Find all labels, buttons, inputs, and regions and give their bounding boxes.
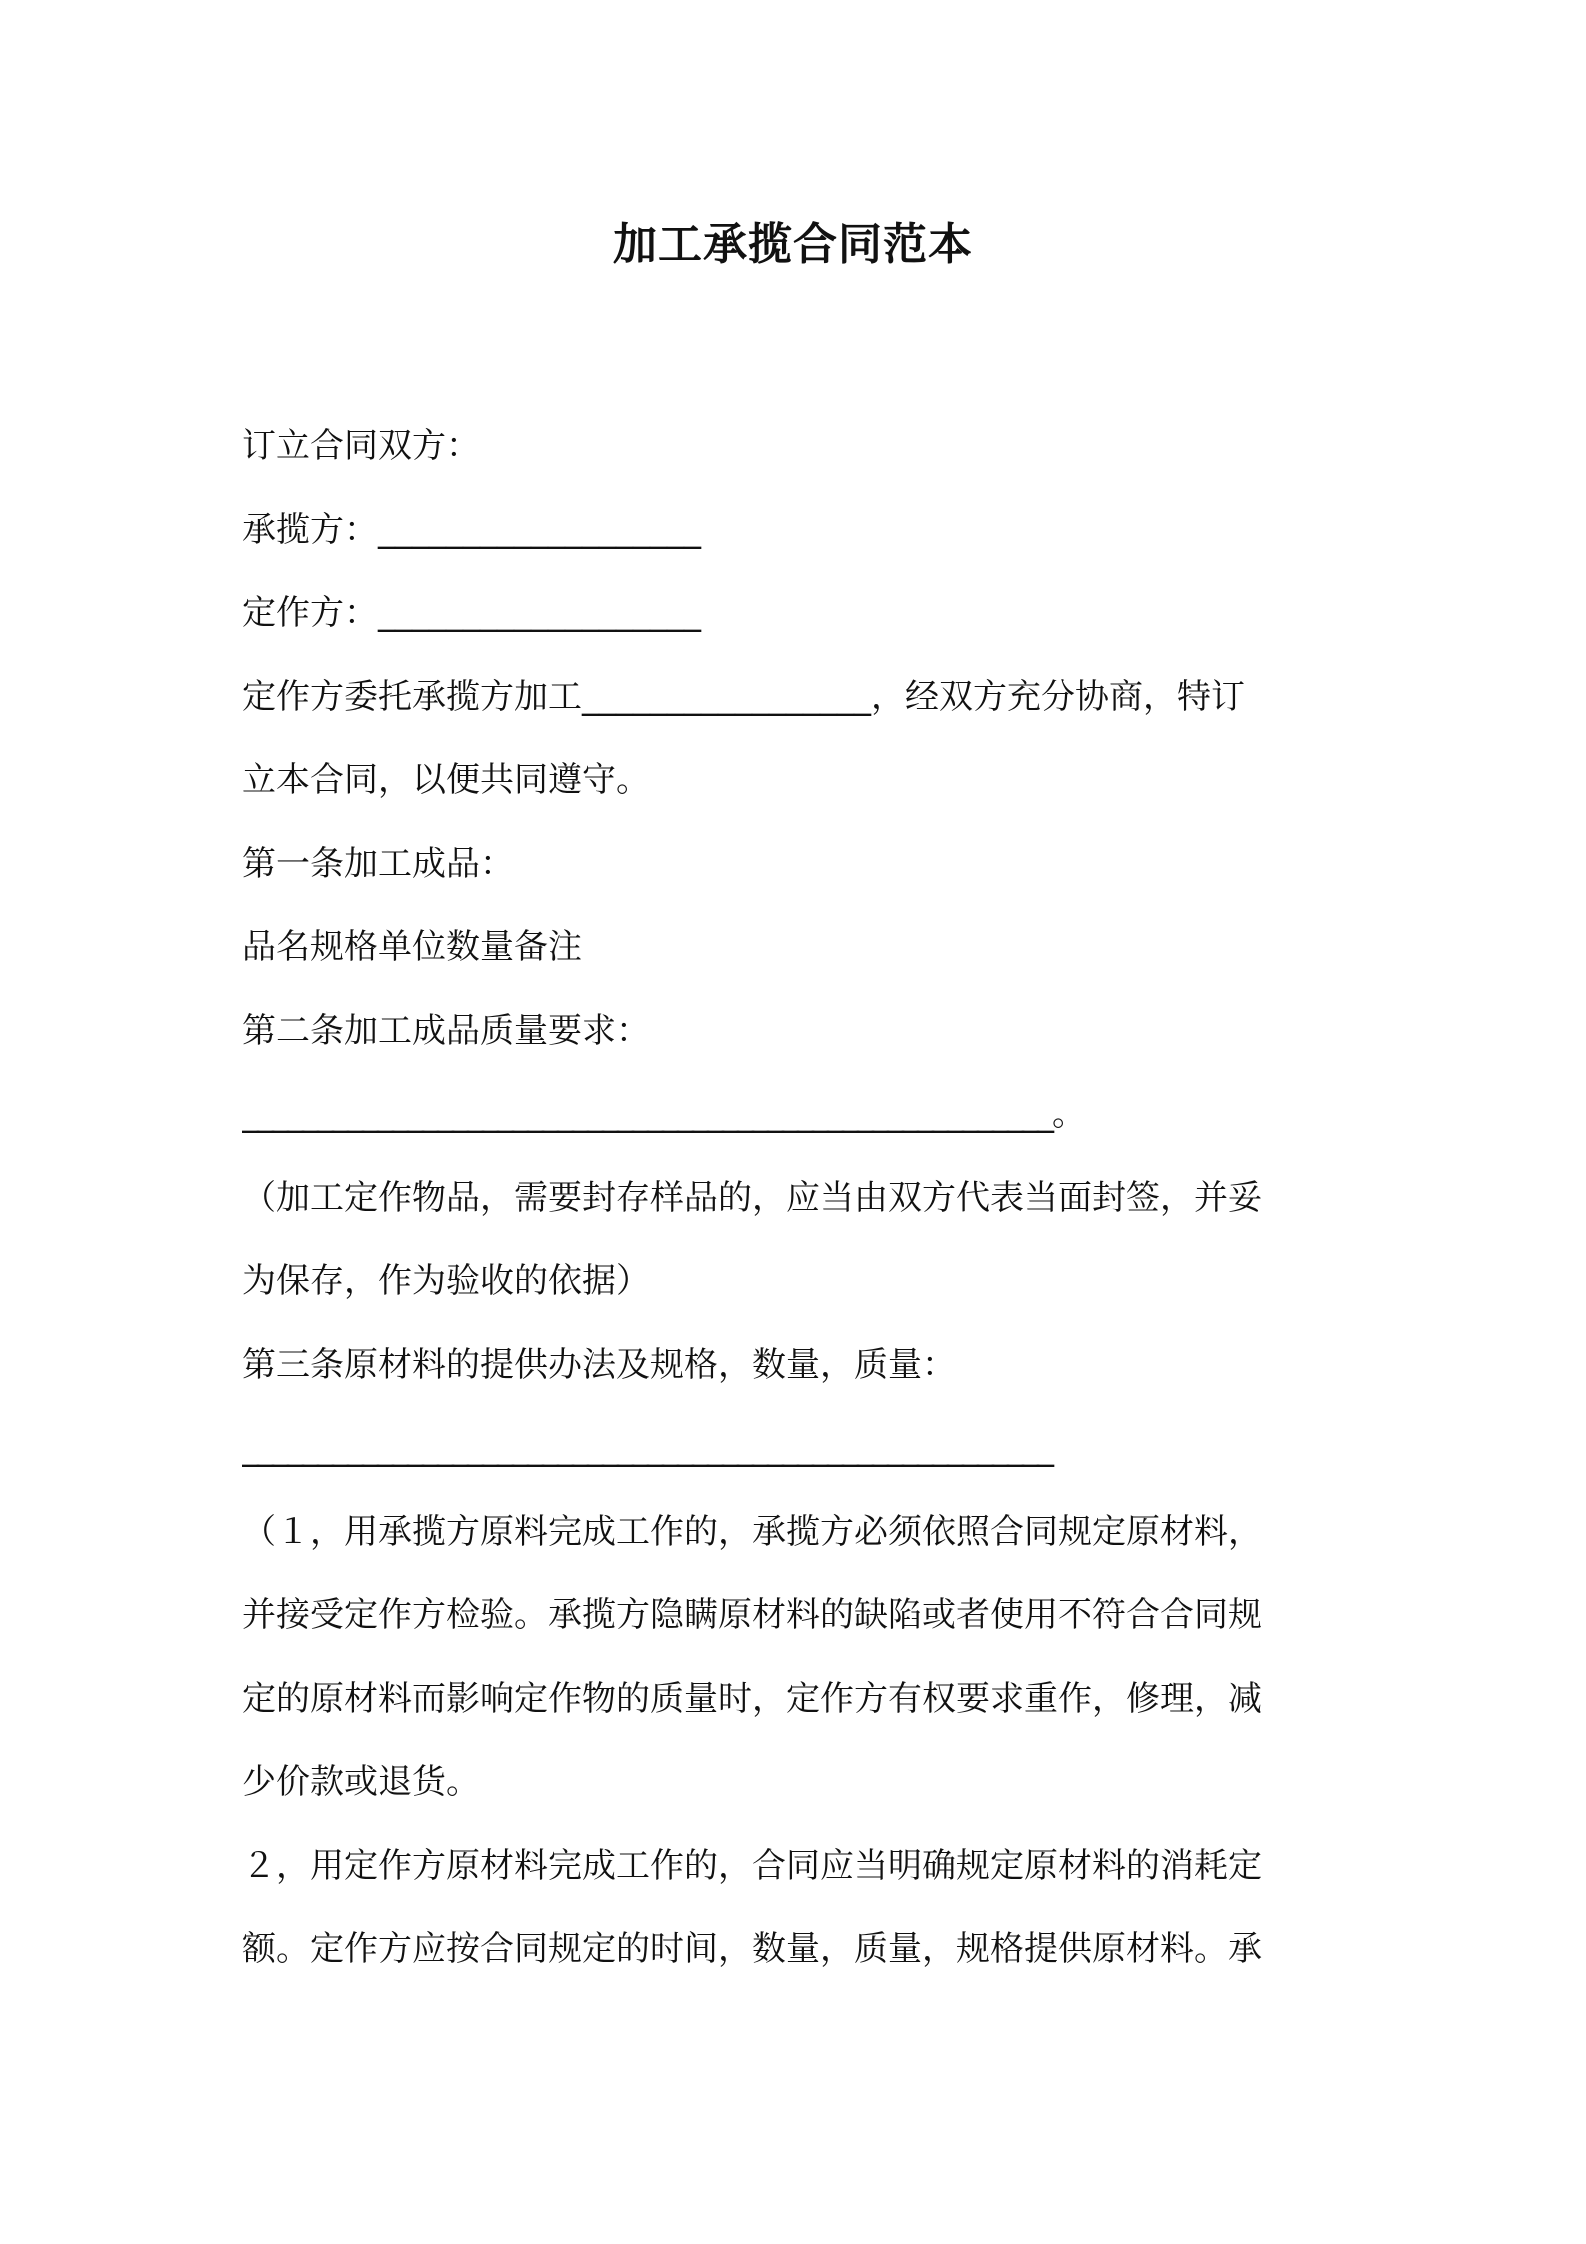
article-3-blank: ______________________________________________________ [242, 1428, 1052, 1468]
contract-body [242, 405, 1362, 1992]
article-1-columns: 品名规格单位数量备注 [242, 927, 582, 967]
client-line: 定作方：___________________ [242, 593, 701, 633]
article-3-clause-1-line-1: （１，用承揽方原料完成工作的，承揽方必须依照合同规定原材料， [242, 1511, 1262, 1552]
article-3-clause-2-line-2: 额。定作方应按合同规定的时间，数量，质量，规格提供原材料。承 [242, 1929, 1262, 1969]
preamble-line-2: 立本合同，以便共同遵守。 [242, 760, 650, 800]
article-1-heading: 第一条加工成品： [242, 843, 514, 884]
document-title: 加工承揽合同范本 [613, 219, 973, 270]
article-3-clause-1-line-4: 少价款或退货。 [242, 1762, 480, 1802]
article-2-note-2: 为保存，作为验收的依据） [242, 1261, 650, 1301]
article-2-heading: 第二条加工成品质量要求： [242, 1010, 650, 1051]
contractor-line: 承揽方：___________________ [242, 509, 701, 550]
preamble-line-1: 定作方委托承揽方加工_________________，经双方充分协商，特订 [242, 676, 1245, 717]
article-2-blank: ______________________________________________________。 [242, 1094, 1084, 1134]
article-3-clause-2-line-1: ２，用定作方原材料完成工作的，合同应当明确规定原材料的消耗定 [242, 1845, 1262, 1886]
article-3-clause-1-line-2: 并接受定作方检验。承揽方隐瞒原材料的缺陷或者使用不符合合同规 [242, 1595, 1262, 1635]
article-3-heading: 第三条原材料的提供办法及规格，数量，质量： [242, 1344, 956, 1385]
article-2-note-1: （加工定作物品，需要封存样品的，应当由双方代表当面封签，并妥 [242, 1177, 1262, 1218]
parties-heading: 订立合同双方： [242, 426, 480, 466]
article-3-clause-1-line-3: 定的原材料而影响定作物的质量时，定作方有权要求重作，修理，减 [242, 1678, 1262, 1719]
